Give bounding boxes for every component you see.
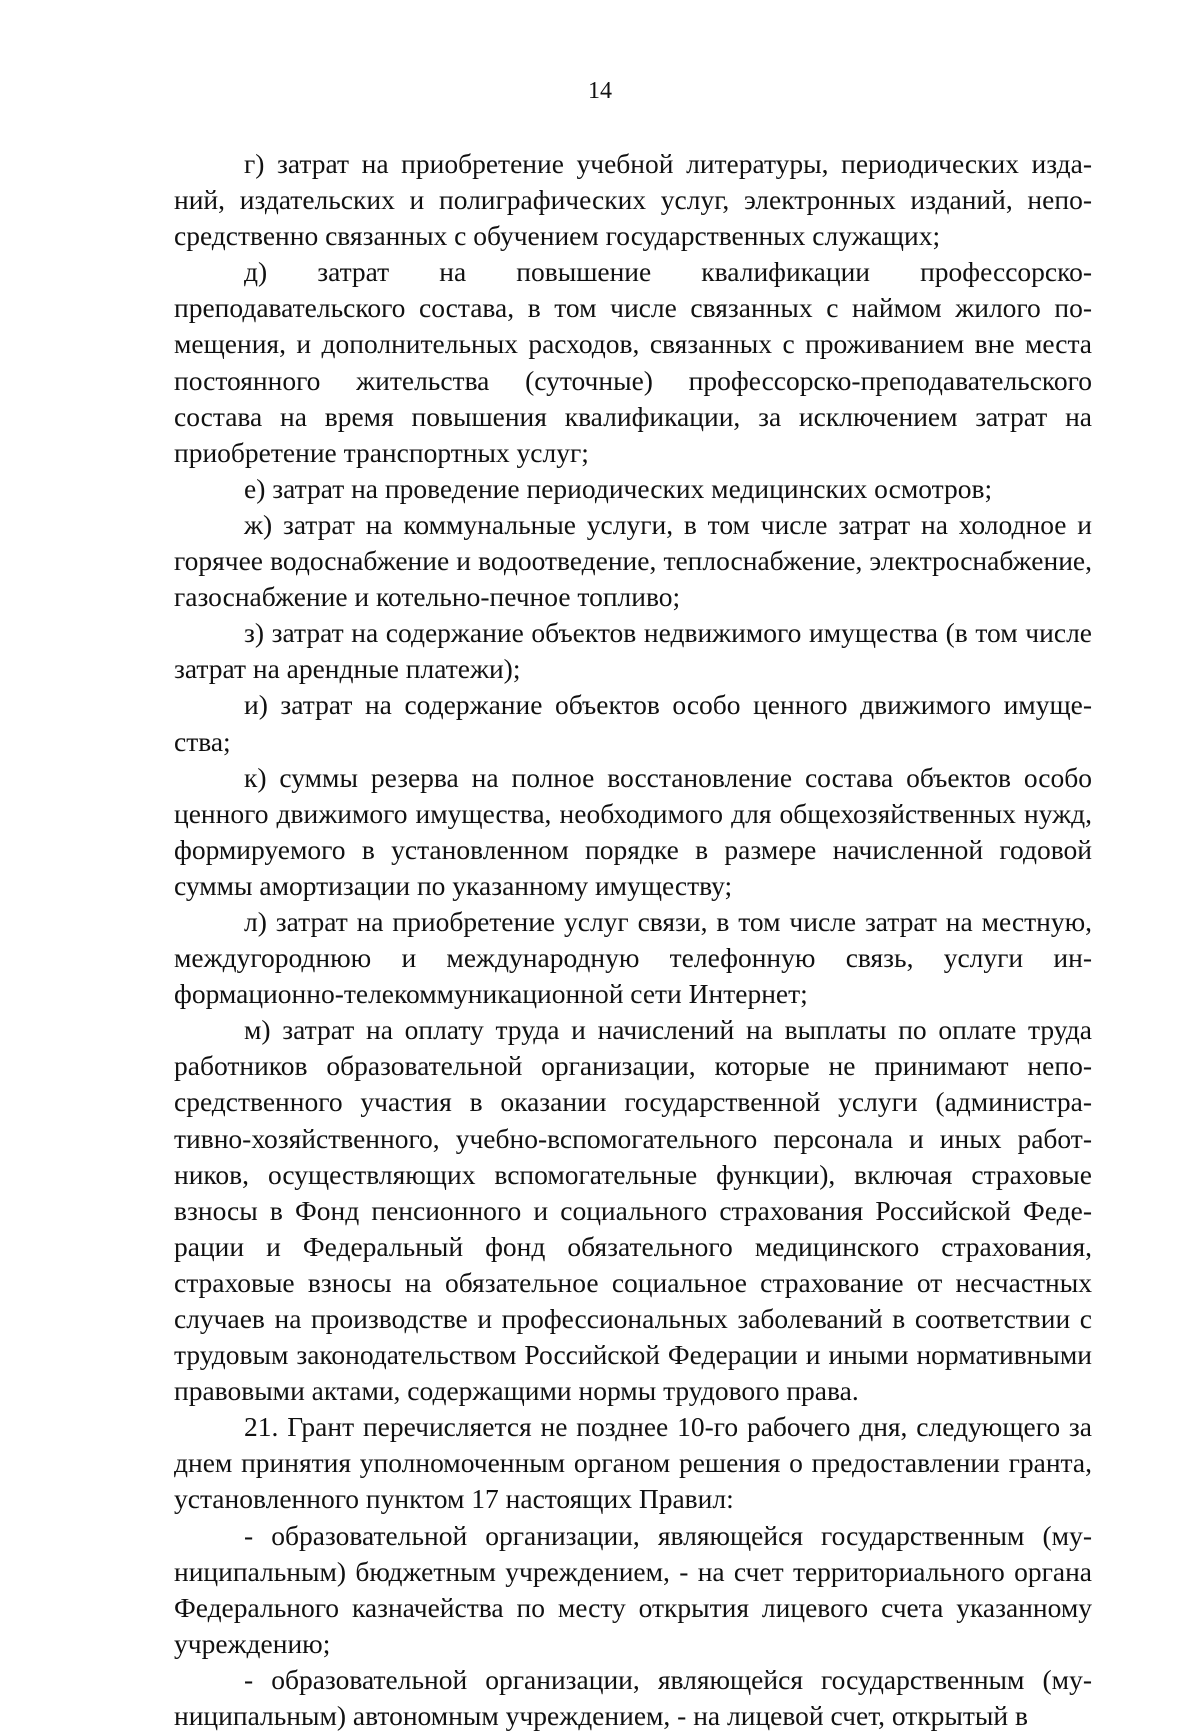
paragraph-21: 21. Грант перечисляется не позднее 10-го рабочего дня, следующего за днем принятия уполномоченным органом решения о предоставлении гранта, установленного пунктом 17 настоящих Правил:: [174, 1411, 1092, 1515]
paragraph-e: е) затрат на проведение периодических медицинских осмотров;: [244, 472, 993, 504]
paragraph-g: г) затрат на приобретение учебной литературы, периодических изданий, издательских и полиграфических услуг, электронных изданий, непосредственно связанных с обучением государственных служащих;: [174, 148, 1092, 252]
paragraph-d: д) затрат на повышение квалификации профессорско-преподавательского состава, в том числе связанных с наймом жилого помещения, и дополнительных расходов, связанных с проживанием вне места постоянного жительства (суточные) профессорско-преподавательского состава на время повышения квалификации, за исключением затрат на приобретение транспортных услуг;: [174, 256, 1092, 468]
paragraph-m: м) затрат на оплату труда и начислений на выплаты по оплате труда работников образовательной организации, которые не принимают непосредственного участия в оказании государственной услуги (административно-хозяйственного, учебно-вспомогательного персонала и иных работников, осуществляющих вспомогательные функции), включая страховые взносы в Фонд пенсионного и социального страхования Российской Федерации и Федеральный фонд обязательного медицинского страхования, страховые взносы на обязательное социальное страхование от несчастных случаев на производстве и профессиональных заболеваний в соответствии с трудовым законодательством Российской Федерации и иными нормативными правовыми актами, содержащими нормы трудового права.: [174, 1014, 1092, 1407]
paragraph-z: з) затрат на содержание объектов недвижимого имущества (в том числе затрат на арендные платежи);: [174, 617, 1092, 685]
paragraph-i: и) затрат на содержание объектов особо ценного движимого имущества;: [174, 689, 1092, 757]
document-body: [174, 146, 1092, 1734]
paragraph-l: л) затрат на приобретение услуг связи, в том числе затрат на местную, междугороднюю и международную телефонную связь, услуги информационно-телекоммуникационной сети Интернет;: [174, 905, 1092, 1010]
paragraph-k: к) суммы резерва на полное восстановление состава объектов особо ценного движимого имущества, необходимого для общехозяйственных нужд, формируемого в установленном порядке в размере начисленной годовой суммы амортизации по указанному имуществу;: [174, 761, 1092, 901]
paragraph-zh: ж) затрат на коммунальные услуги, в том числе затрат на холодное и горячее водоснабжение и водоотведение, теплоснабжение, электроснабжение, газоснабжение и котельно-печное топливо;: [174, 508, 1092, 613]
paragraph-budget-institution: - образовательной организации, являющейся государственным (муниципальным) бюджетным учреждением, - на счет территориального органа Федерального казначейства по месту открытия лицевого счета указанному учреждению;: [174, 1519, 1092, 1659]
page-number: 14: [588, 78, 612, 104]
paragraph-autonomous-institution: - образовательной организации, являющейся государственным (муниципальным) автономным учреждением, - на лицевой счет, открытый в: [174, 1663, 1092, 1732]
